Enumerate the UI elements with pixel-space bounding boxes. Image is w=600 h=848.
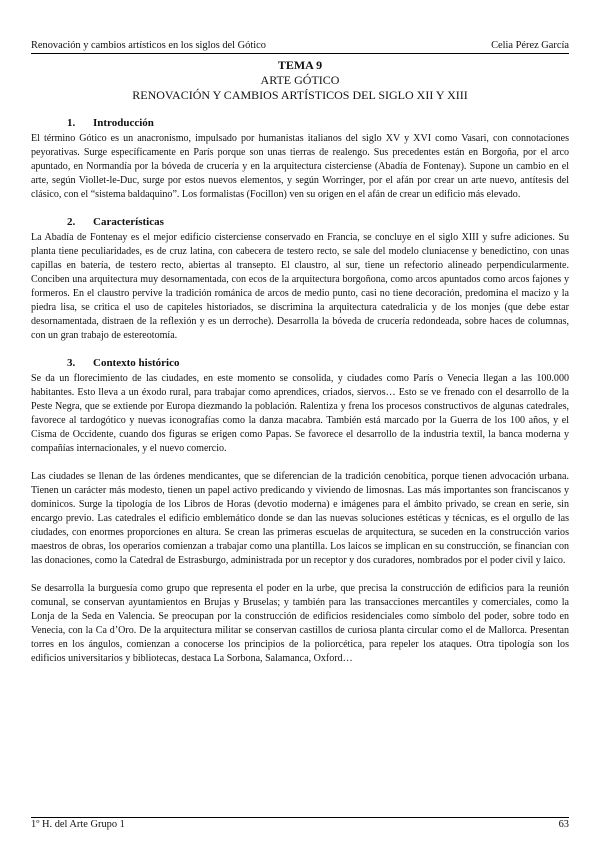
section-caracteristicas <box>31 215 569 343</box>
section-introduccion <box>31 116 569 202</box>
section-number: 3. <box>67 357 76 369</box>
tema-subtitle-long: RENOVACIÓN Y CAMBIOS ARTÍSTICOS DEL SIGLO XII Y XIII <box>132 88 468 102</box>
tema-title: TEMA 9 <box>277 58 323 72</box>
page-footer <box>31 817 569 830</box>
section-heading <box>31 215 569 229</box>
header-title: Renovación y cambios artísticos en los siglos del Gótico <box>31 40 266 51</box>
paragraph: Se da un florecimiento de las ciudades, en este momento se consolida, y ciudades como París o Venecia llegan a las 100.000 habitantes. Esto lleva a un éxodo rural, para trabajar como aprendices, criados, siervos… Esto se ve frenado con el desarrollo de la Peste Negra, que se extiende por Europa diezmando la población. Ralentiza y frena los procesos constructivos de algunas catedrales, favorece al tardogótico y nuevas iconografías como la danza macabra. También está marcado por la Guerra de los 100 años, y el Cisma de Occidente, cuando dos figuras se erigen como Papas. Se favorece el desarrollo de la industria textil, la banca moderna y compañías internacionales, y el nuevo comercio. <box>31 373 569 454</box>
header-author: Celia Pérez García <box>491 40 569 51</box>
section-title: Introducción <box>93 117 154 129</box>
footer-course: 1º H. del Arte Grupo 1 <box>31 819 125 830</box>
paragraph: El término Gótico es un anacronismo, impulsado por humanistas italianos del siglo XV y XVI como Vasari, con connotaciones peyorativas. Surge específicamente en París porque son unas tierras de realengo. Sus precedentes están en Borgoña, por el arco apuntado, en Normandía por la bóveda de crucería y en la arquitectura cisterciense (Abadía de Fontenay). Supone un cambio en el arte, según Viollet-le-Duc, surge por estos nuevos elementos, y según Worringer, por el afán por crear un arte nuevo, antítesis del clásico, con el “sistema baldaquino”. Los formalistas (Focillon) ven su origen en el afán de crear un edificio más elevado. <box>31 133 569 200</box>
section-title: Características <box>93 216 164 228</box>
paragraph: La Abadía de Fontenay es el mejor edificio cisterciense conservado en Francia, se concluye en el siglo XIII y sufre adiciones. Su planta tiene peculiaridades, es de cruz latina, con cabecera de testero recto, se sale del modelo cluniacense y benedictino, con unas capillas en batería, de testero recto, abiertas al transepto. El claustro, al sur, tiene un refectorio alineado perpendicularmente. Conciben una arquitectura muy desornamentada, con ecos de la arquitectura borgoñona, como arcos apuntados como arcos fajones y formeros. En el claustro pervive la tradición románica de arcos de medio punto, casi no tiene decoración, predomina el macizo y la piedra lisa, se critica el uso de capiteles historiados, se discrimina la arquitectura catedralicia y de los monjes (que debe estar desornamentada, distraen de la reflexión y es un derroche). Desarrolla la bóveda de crucería redondeada, sobre haces de columnas, con un gran trabajo de estereotomía. <box>31 232 569 341</box>
paragraph: Se desarrolla la burguesía como grupo que representa el poder en la urbe, que precisa la construcción de edificios para la reunión comunal, se conservan ayuntamientos en Brujas y Bruselas; y también para las transacciones mercantiles y comerciales, como la Lonja de la Seda en Valencia. Se preocupan por la construcción de edificios residenciales como símbolo del poder, sobre todo en Venecia, con la Ca d’Oro. De la arquitectura militar se conservan castillos de curiosa planta circular como el de Mallorca. Presentan torres en los ángulos, comienzan a conocerse los principios de la poliorcética, para repeler los ataques. Otra tipología son los edificios universitarios y bibliotecas, destaca La Sorbona, Salamanca, Oxford… <box>31 583 569 664</box>
section-heading <box>31 356 569 370</box>
page-number: 63 <box>558 819 569 830</box>
page-content <box>31 58 569 666</box>
section-number: 1. <box>67 117 76 129</box>
tema-subtitle: ARTE GÓTICO <box>260 73 340 87</box>
section-contexto-historico <box>31 356 569 666</box>
section-title: Contexto histórico <box>93 357 180 369</box>
section-heading <box>31 116 569 130</box>
section-number: 2. <box>67 216 76 228</box>
paragraph: Las ciudades se llenan de las órdenes mendicantes, que se diferencian de la tradición cenobítica, porque tienen advocación urbana. Tienen un carácter más modesto, tienen un papel activo predicando y viviendo de limosnas. Las más importantes son franciscanos y dominicos. Surge la tipología de los Libros de Horas (devotio moderna) e imágenes para el ámbito privado, se crean en serie, sin encargo previo. Las catedrales el edificio emblemático donde se dan las nuevas soluciones estéticas y técnicas, es el orgullo de las ciudades, con enormes proporciones en altura. Se crean las primeras escuelas de arquitectura, se suceden en la construcción varios maestros de obras, los operarios comienzan a trabajar como una plantilla. Los laicos se implican en su construcción, se financian con las donaciones, como la Catedral de Estrasburgo, administrada por un receptor y dos curadores, nombrados por el poder civil y laico. <box>31 471 569 566</box>
page-header <box>31 40 569 54</box>
